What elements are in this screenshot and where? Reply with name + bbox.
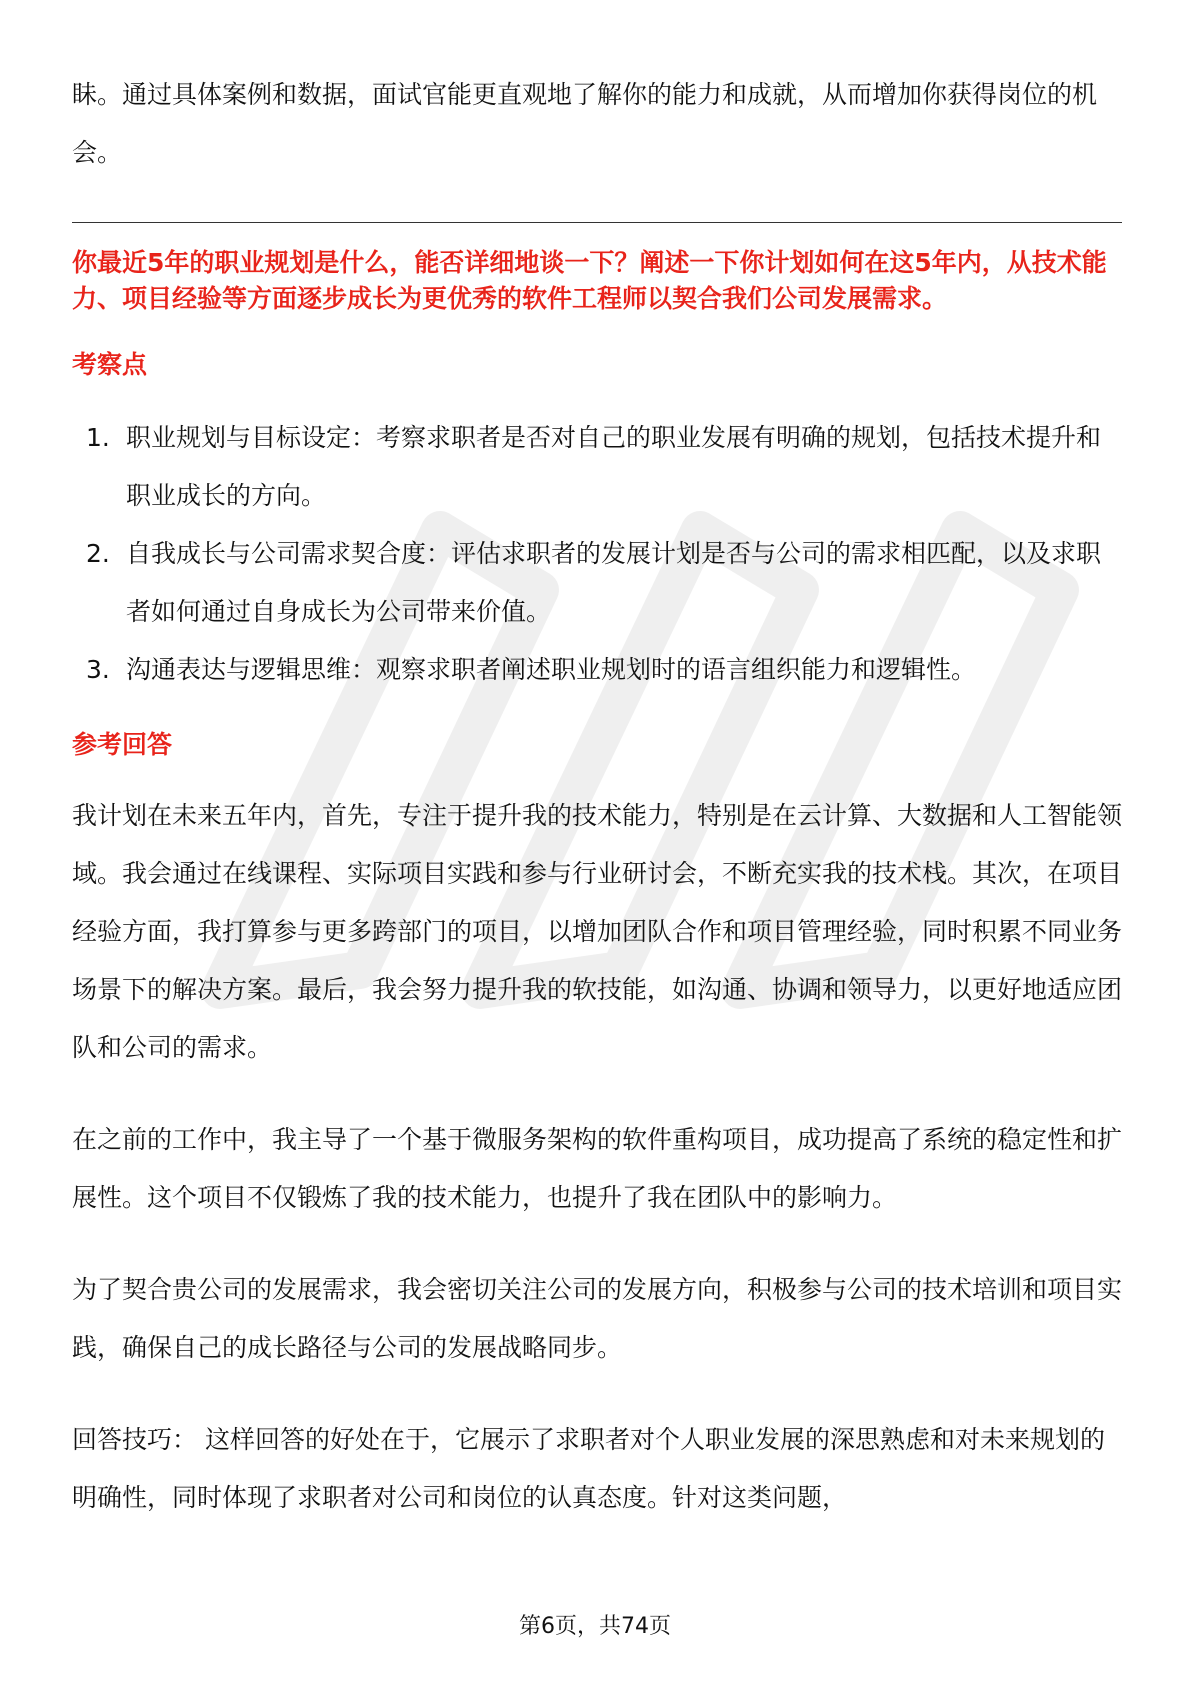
- assessment-list: [72, 409, 1122, 699]
- reference-heading: 参考回答: [72, 730, 173, 759]
- answer-tips-paragraph: 回答技巧： 这样回答的好处在于，它展示了求职者对个人职业发展的深思熟虑和对未来规划的明确性，同时体现了求职者对公司和岗位的认真态度。针对这类问题，: [72, 1425, 1105, 1512]
- page-number-footer: 第6页，共74页: [519, 1614, 671, 1639]
- item-text: 职业规划与目标设定：考察求职者是否对自己的职业发展有明确的规划，包括技术提升和职业成长的方向。: [126, 423, 1102, 510]
- assessment-heading: 考察点: [72, 350, 148, 379]
- answer-paragraph: 在之前的工作中，我主导了一个基于微服务架构的软件重构项目，成功提高了系统的稳定性和扩展性。这个项目不仅锻炼了我的技术能力，也提升了我在团队中的影响力。: [72, 1125, 1123, 1212]
- section-divider: [72, 222, 1122, 223]
- intro-paragraph: 眛。通过具体案例和数据，面试官能更直观地了解你的能力和成就，从而增加你获得岗位的机会。: [72, 80, 1098, 167]
- item-text: 自我成长与公司需求契合度：评估求职者的发展计划是否与公司的需求相匹配，以及求职者如何通过自身成长为公司带来价值。: [126, 539, 1102, 626]
- page-content: [72, 66, 1122, 1527]
- assessment-item: [72, 409, 1122, 525]
- item-number: 1.: [86, 423, 110, 452]
- answer-paragraph: 为了契合贵公司的发展需求，我会密切关注公司的发展方向，积极参与公司的技术培训和项目实践，确保自己的成长路径与公司的发展战略同步。: [72, 1275, 1123, 1362]
- item-text: 沟通表达与逻辑思维：观察求职者阐述职业规划时的语言组织能力和逻辑性。: [126, 655, 977, 684]
- answer-paragraph: 我计划在未来五年内，首先，专注于提升我的技术能力，特别是在云计算、大数据和人工智能领域。我会通过在线课程、实际项目实践和参与行业研讨会，不断充实我的技术栈。其次，在项目经验方面，我打算参与更多跨部门的项目，以增加团队合作和项目管理经验，同时积累不同业务场景下的解决方案。最后，我会努力提升我的软技能，如沟通、协调和领导力，以更好地适应团队和公司的需求。: [72, 801, 1123, 1062]
- item-number: 3.: [86, 655, 110, 684]
- assessment-item: [72, 641, 1122, 699]
- interview-question: 你最近5年的职业规划是什么，能否详细地谈一下？阐述一下你计划如何在这5年内，从技术能力、项目经验等方面逐步成长为更优秀的软件工程师以契合我们公司发展需求。: [72, 248, 1107, 313]
- item-number: 2.: [86, 539, 110, 568]
- assessment-item: [72, 525, 1122, 641]
